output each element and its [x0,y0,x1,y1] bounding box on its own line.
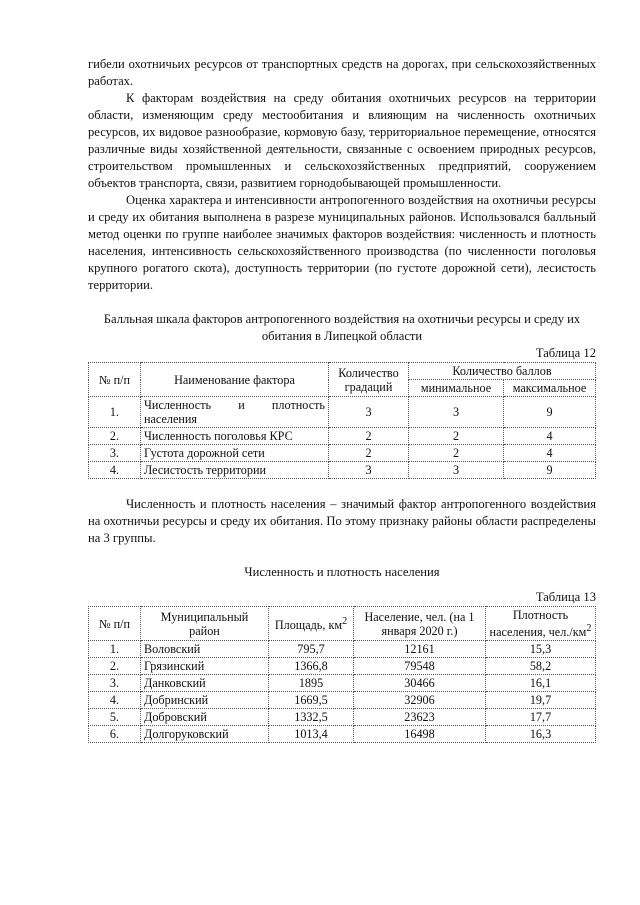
table13-cell-district: Воловский [141,641,269,658]
table13-cell-density: 16,1 [486,675,596,692]
table13-header-density [486,607,596,641]
document-page [88,56,596,743]
table-row [89,397,596,428]
table12-cell-min: 3 [409,462,504,479]
table12-header-gradations: Количество градаций [329,363,409,397]
table13-cell-district: Добровский [141,709,269,726]
table13-cell-density: 19,7 [486,692,596,709]
paragraph-1: гибели охотничьих ресурсов от транспортных средств на дорогах, при сельскохозяйственных работах. [88,57,596,88]
table13-cell-district: Добринский [141,692,269,709]
table13-header-density-sup: 2 [586,623,592,634]
table12-header-max: максимальное [504,380,596,397]
table13-cell-population: 30466 [354,675,486,692]
table13-cell-area: 1013,4 [269,726,354,743]
table12 [88,362,596,479]
table13-cell-density: 16,3 [486,726,596,743]
table13-cell-density: 17,7 [486,709,596,726]
table12-cell-name: Численность поголовья КРС [141,428,329,445]
table13-cell-area: 795,7 [269,641,354,658]
table-row [89,692,596,709]
table13-cell-population: 79548 [354,658,486,675]
table13-cell-population: 23623 [354,709,486,726]
table13-cell-num: 6. [89,726,141,743]
table13-cell-population: 32906 [354,692,486,709]
table12-cell-max: 4 [504,445,596,462]
table13-header-area [269,607,354,641]
table12-cell-max: 4 [504,428,596,445]
table-row [89,445,596,462]
table13-cell-num: 2. [89,658,141,675]
table-row [89,726,596,743]
table12-cell-min: 3 [409,397,504,428]
table13-cell-district: Долгоруковский [141,726,269,743]
table13-cell-num: 4. [89,692,141,709]
table12-caption: Балльная шкала факторов антропогенного воздействия на охотничьи ресурсы и среду их обитания в Липецкой области [103,312,581,343]
table13-number: Таблица 13 [535,590,596,604]
table12-header-num: № п/п [89,363,141,397]
table13-cell-num: 1. [89,641,141,658]
table13-header-district: Муниципальный район [141,607,269,641]
paragraph-4: Численность и плотность населения – значимый фактор антропогенного воздействия на охотничьи ресурсы и среду их обитания. По этому признаку районы области распределены на 3 группы. [88,497,596,545]
table12-cell-min: 2 [409,428,504,445]
table13-cell-area: 1366,8 [269,658,354,675]
table12-cell-name: Густота дорожной сети [141,445,329,462]
table13-cell-density: 58,2 [486,658,596,675]
table12-cell-num: 3. [89,445,141,462]
table13-header-density-label: Плотность населения, чел./км [489,608,587,640]
table12-cell-num: 2. [89,428,141,445]
table12-header-min: минимальное [409,380,504,397]
table12-cell-gradations: 3 [329,397,409,428]
table13-cell-population: 12161 [354,641,486,658]
table-row [89,675,596,692]
table13-caption: Численность и плотность населения [244,565,440,579]
table13-header-num: № п/п [89,607,141,641]
table-row [89,462,596,479]
table13-cell-district: Данковский [141,675,269,692]
table12-cell-num: 4. [89,462,141,479]
paragraph-2: К факторам воздействия на среду обитания охотничьих ресурсов на территории области, изменяющим среду местообитания и влияющим на численность охотничьих ресурсов, их видовое разнообразие, кормовую базу, территориальное перемещение, относятся различные виды хозяйственной деятельности, связанные с освоением природных ресурсов, строительством промышленных и сельскохозяйственных предприятий, сооружением объектов транспорта, связи, развитием горнодобывающей промышленности. [88,91,596,190]
table12-cell-name: Лесистость территории [141,462,329,479]
table13-header-area-sup: 2 [342,616,348,627]
table13-cell-population: 16498 [354,726,486,743]
table13-cell-district: Грязинский [141,658,269,675]
table12-cell-gradations: 3 [329,462,409,479]
table-row [89,709,596,726]
table-row [89,641,596,658]
table13-cell-area: 1332,5 [269,709,354,726]
table12-header-name: Наименование фактора [141,363,329,397]
table12-cell-num: 1. [89,397,141,428]
table12-cell-min: 2 [409,445,504,462]
table13-cell-density: 15,3 [486,641,596,658]
table12-number: Таблица 12 [535,346,596,360]
table13-cell-area: 1669,5 [269,692,354,709]
table-row [89,658,596,675]
table-row [89,428,596,445]
table12-cell-max: 9 [504,462,596,479]
table13-cell-num: 3. [89,675,141,692]
table12-header-points: Количество баллов [409,363,596,380]
table12-cell-gradations: 2 [329,445,409,462]
table13-cell-area: 1895 [269,675,354,692]
table13-cell-num: 5. [89,709,141,726]
table12-cell-gradations: 2 [329,428,409,445]
paragraph-3: Оценка характера и интенсивности антропогенного воздействия на охотничьи ресурсы и среду их обитания выполнена в разрезе муниципальных районов. Использовался балльный метод оценки по группе наиболее значимых факторов воздействия: численность и плотность населения, интенсивность сельскохозяйственного производства (по численности поголовья крупного рогатого скота), доступность территории (по густоте дорожной сети), лесистость территории. [88,193,596,292]
table13-header-population: Население, чел. (на 1 января 2020 г.) [354,607,486,641]
table12-cell-name: Численность и плотность населения [141,397,329,428]
table13 [88,606,596,743]
table13-header-area-label: Площадь, км [274,618,343,633]
table12-cell-max: 9 [504,397,596,428]
